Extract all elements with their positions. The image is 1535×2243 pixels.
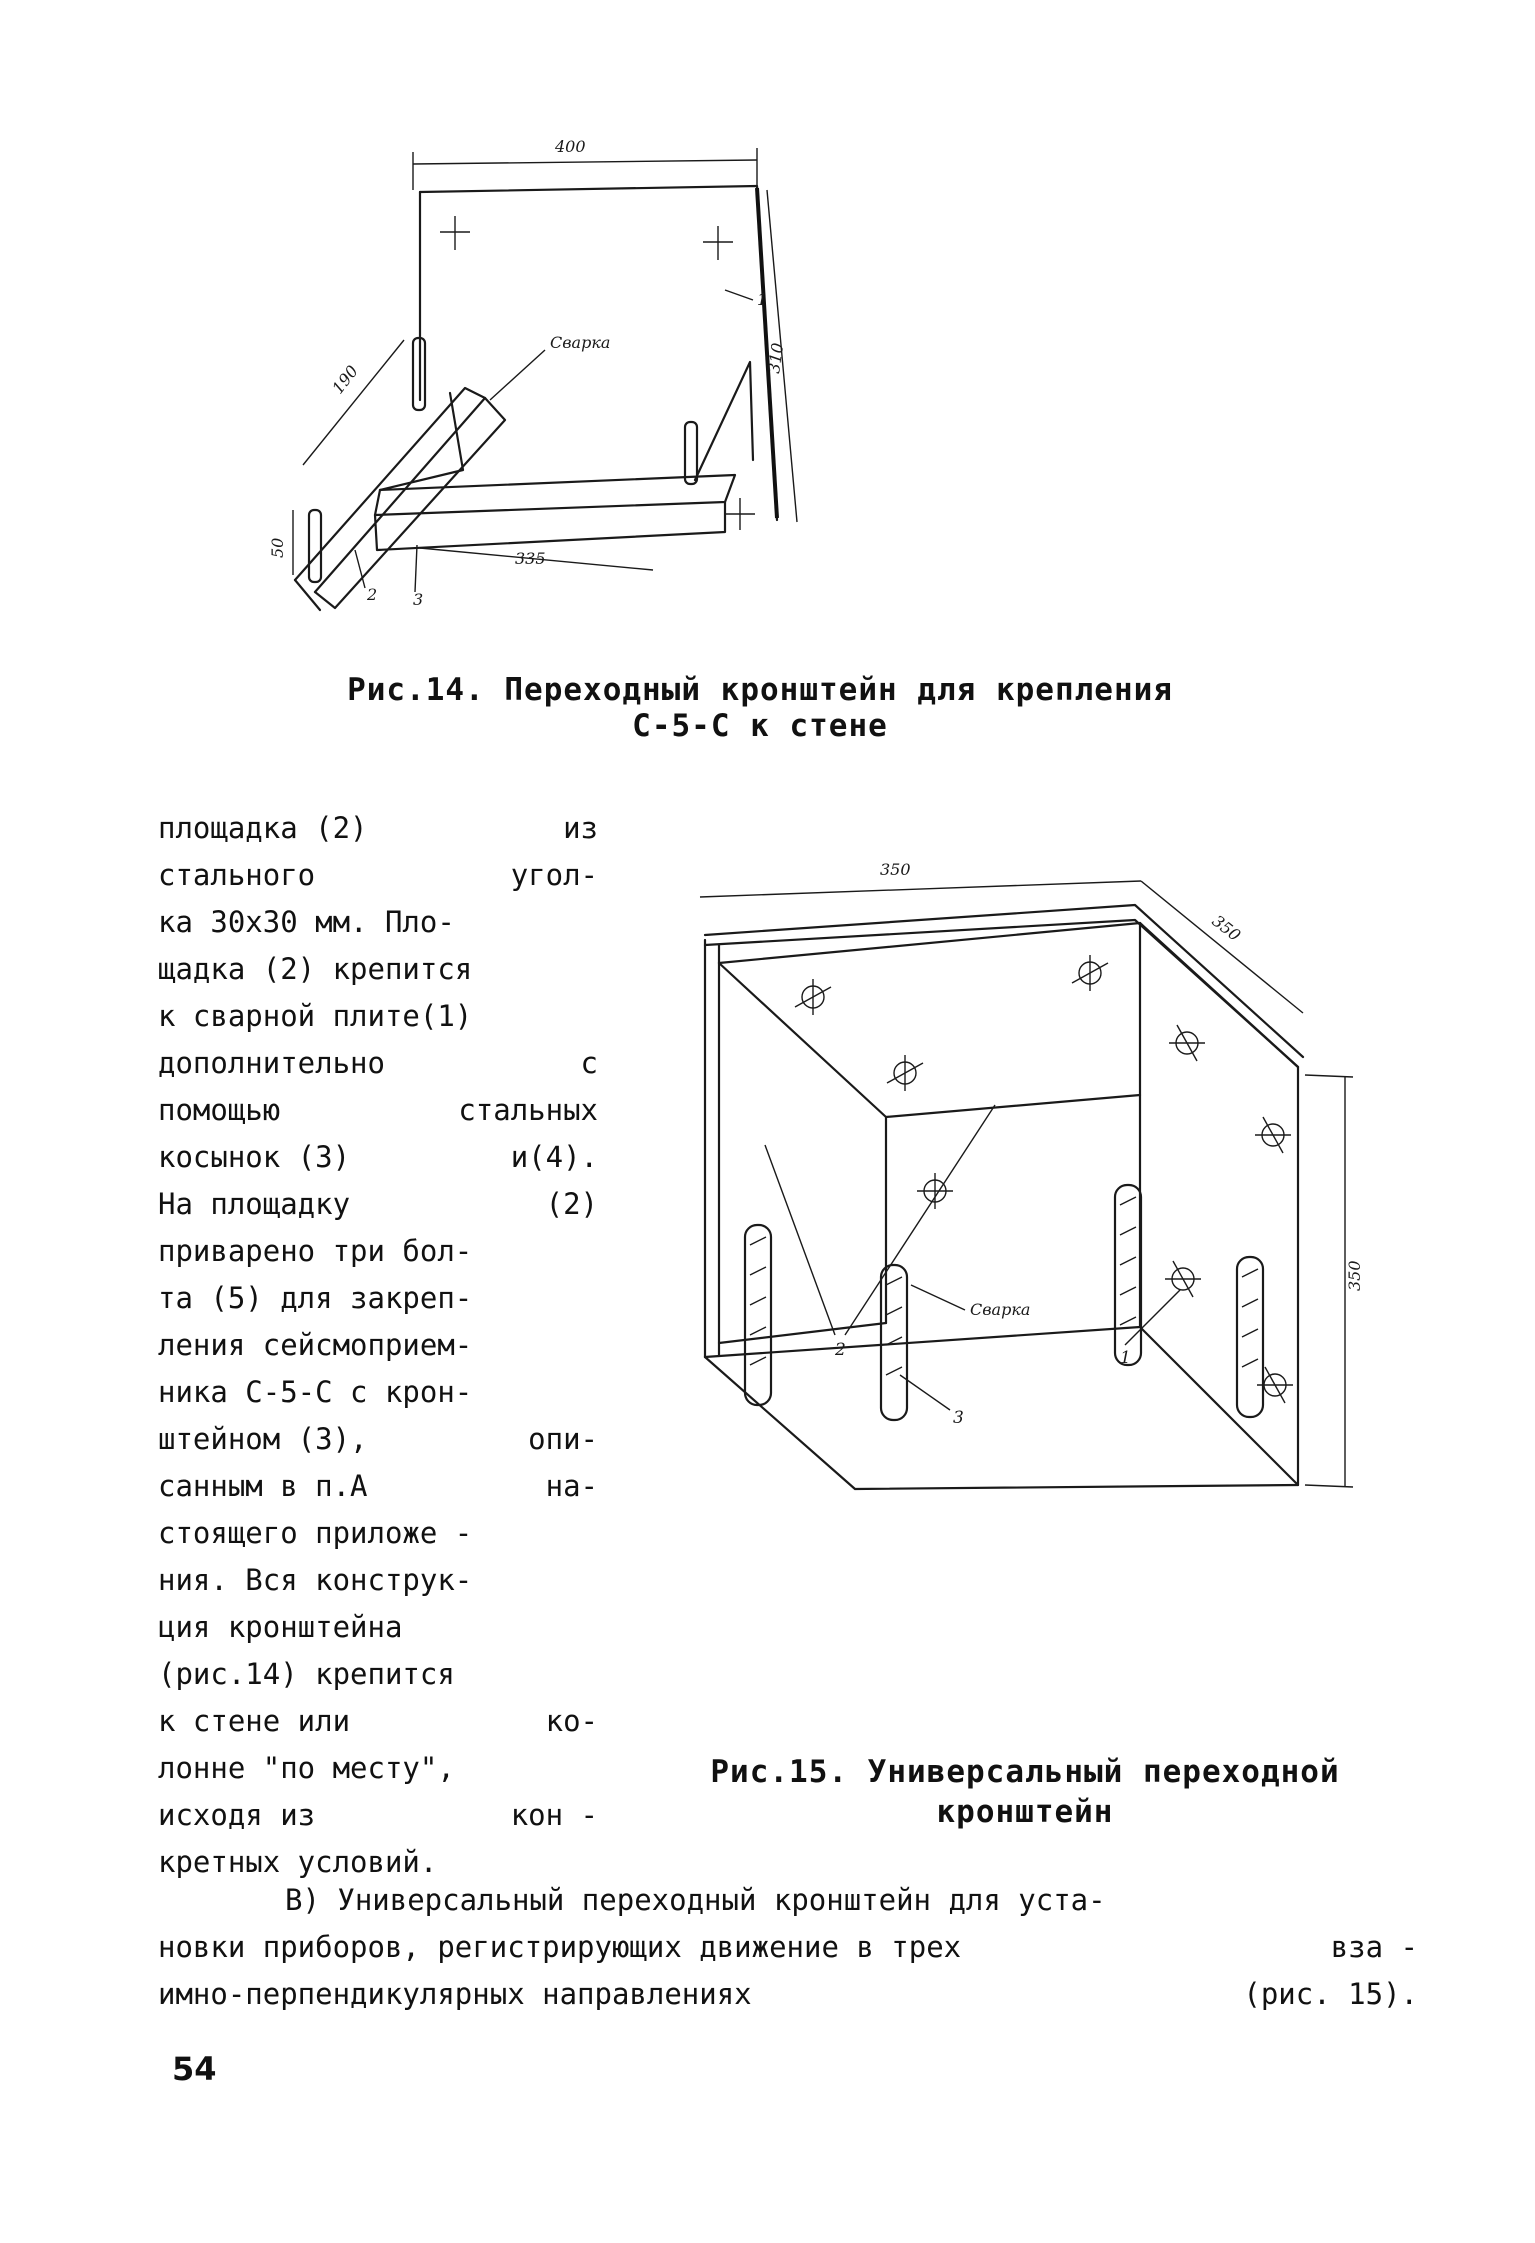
text-line bbox=[158, 1924, 1418, 1971]
text-segment: стальных bbox=[458, 1093, 598, 1127]
figure-14-caption bbox=[220, 672, 1300, 744]
text-line bbox=[158, 1134, 598, 1181]
text-line bbox=[158, 946, 598, 993]
text-segment: косынок (3) bbox=[158, 1140, 351, 1174]
text-line bbox=[158, 1877, 1418, 1924]
text-segment: к стене или bbox=[158, 1704, 351, 1738]
text-line bbox=[158, 1463, 598, 1510]
text-segment: площадка (2) bbox=[158, 811, 368, 845]
figure-15-anchors bbox=[695, 1225, 1425, 1428]
text-segment: ния. Вся конструк- bbox=[158, 1563, 473, 1597]
fig15-weld-label: Сварка bbox=[970, 1300, 1031, 1319]
text-line bbox=[158, 1651, 598, 1698]
text-segment: На площадку bbox=[158, 1187, 351, 1221]
text-segment: кретных условий. bbox=[158, 1845, 438, 1879]
fig15-dim-depth: 350 bbox=[1208, 911, 1245, 945]
text-segment: (рис.14) крепится bbox=[158, 1657, 455, 1691]
text-segment: на- bbox=[545, 1469, 598, 1503]
text-segment: новки приборов, регистрирующих движение в трех bbox=[158, 1930, 962, 1964]
text-segment: (рис. 15). bbox=[1243, 1977, 1418, 2011]
text-line bbox=[158, 1087, 598, 1134]
fig14-callout-2: 2 bbox=[367, 585, 378, 604]
text-segment: к сварной плите(1) bbox=[158, 999, 473, 1033]
side-text-column bbox=[158, 805, 598, 1886]
text-segment: из bbox=[563, 811, 598, 845]
text-segment: приварено три бол- bbox=[158, 1234, 473, 1268]
fig15-dim-height: 350 bbox=[1345, 1260, 1364, 1291]
text-segment: кон - bbox=[510, 1798, 598, 1832]
text-segment: исходя из bbox=[158, 1798, 316, 1832]
text-line bbox=[158, 1604, 598, 1651]
text-line bbox=[158, 1745, 598, 1792]
text-segment: лонне "по месту", bbox=[158, 1751, 455, 1785]
fig14-dim-bottom: 335 bbox=[515, 549, 546, 568]
text-segment: с bbox=[580, 1046, 598, 1080]
figure-14-drawing bbox=[268, 130, 1185, 660]
text-line bbox=[158, 1416, 598, 1463]
text-line bbox=[158, 1510, 598, 1557]
text-line bbox=[158, 1971, 1418, 2018]
text-segment: В) Универсальный переходный кронштейн для уста- bbox=[285, 1883, 1106, 1917]
text-segment: щадка (2) крепится bbox=[158, 952, 473, 986]
figure-15-caption-line1: Рис.15. Универсальный переходной bbox=[710, 1754, 1340, 1790]
text-segment: и(4). bbox=[510, 1140, 598, 1174]
text-segment: помощью bbox=[158, 1093, 281, 1127]
figure-15-caption-line2: кронштейн bbox=[936, 1794, 1114, 1830]
fig15-callout-3: 3 bbox=[953, 1408, 964, 1428]
text-line bbox=[158, 1040, 598, 1087]
fig14-weld-label: Сварка bbox=[550, 333, 611, 352]
text-line bbox=[158, 1322, 598, 1369]
fig14-dim-small: 50 bbox=[268, 537, 287, 558]
text-segment: дополнительно bbox=[158, 1046, 385, 1080]
text-segment: ка 30х30 мм. Пло- bbox=[158, 905, 455, 939]
text-segment: ления сейсмоприем- bbox=[158, 1328, 473, 1362]
text-line bbox=[158, 1792, 598, 1839]
fig14-callout-3: 3 bbox=[413, 590, 424, 609]
text-segment: опи- bbox=[528, 1422, 598, 1456]
text-line bbox=[158, 852, 598, 899]
figure-14-caption-line2: С-5-С к стене bbox=[632, 708, 888, 744]
text-line bbox=[158, 1275, 598, 1322]
fig14-dim-height: 310 bbox=[764, 341, 788, 375]
text-line bbox=[158, 1181, 598, 1228]
text-segment: (2) bbox=[545, 1187, 598, 1221]
text-line bbox=[158, 899, 598, 946]
fig15-callout-1: 1 bbox=[1120, 1348, 1131, 1368]
text-segment: санным в п.А bbox=[158, 1469, 368, 1503]
figure-14-caption-line1: Рис.14. Переходный кронштейн для крепления bbox=[347, 672, 1173, 708]
text-line bbox=[158, 1557, 598, 1604]
fig14-callout-1: 1 bbox=[757, 290, 768, 309]
fig15-dim-top: 350 bbox=[880, 860, 911, 879]
text-segment: стоящего приложе - bbox=[158, 1516, 473, 1550]
fig14-dim-width: 400 bbox=[555, 137, 586, 156]
text-segment: штейном (3), bbox=[158, 1422, 368, 1456]
page-number: 54 bbox=[172, 2050, 217, 2088]
text-line bbox=[158, 805, 598, 852]
fig14-dim-length: 190 bbox=[328, 361, 362, 398]
text-segment: ника С-5-С с крон- bbox=[158, 1375, 473, 1409]
fig15-callout-2: 2 bbox=[835, 1340, 846, 1360]
text-segment: стального bbox=[158, 858, 316, 892]
text-line bbox=[158, 1369, 598, 1416]
figure-15-caption bbox=[615, 1752, 1435, 1832]
text-segment: ко- bbox=[545, 1704, 598, 1738]
paragraph-b bbox=[158, 1877, 1418, 2018]
text-segment: вза - bbox=[1330, 1930, 1418, 1964]
text-line bbox=[158, 1698, 598, 1745]
text-segment: ция кронштейна bbox=[158, 1610, 403, 1644]
text-segment: угол- bbox=[510, 858, 598, 892]
text-segment: та (5) для закреп- bbox=[158, 1281, 473, 1315]
text-segment: имно-перпендикулярных направлениях bbox=[158, 1977, 752, 2011]
text-line bbox=[158, 993, 598, 1040]
text-line bbox=[158, 1228, 598, 1275]
